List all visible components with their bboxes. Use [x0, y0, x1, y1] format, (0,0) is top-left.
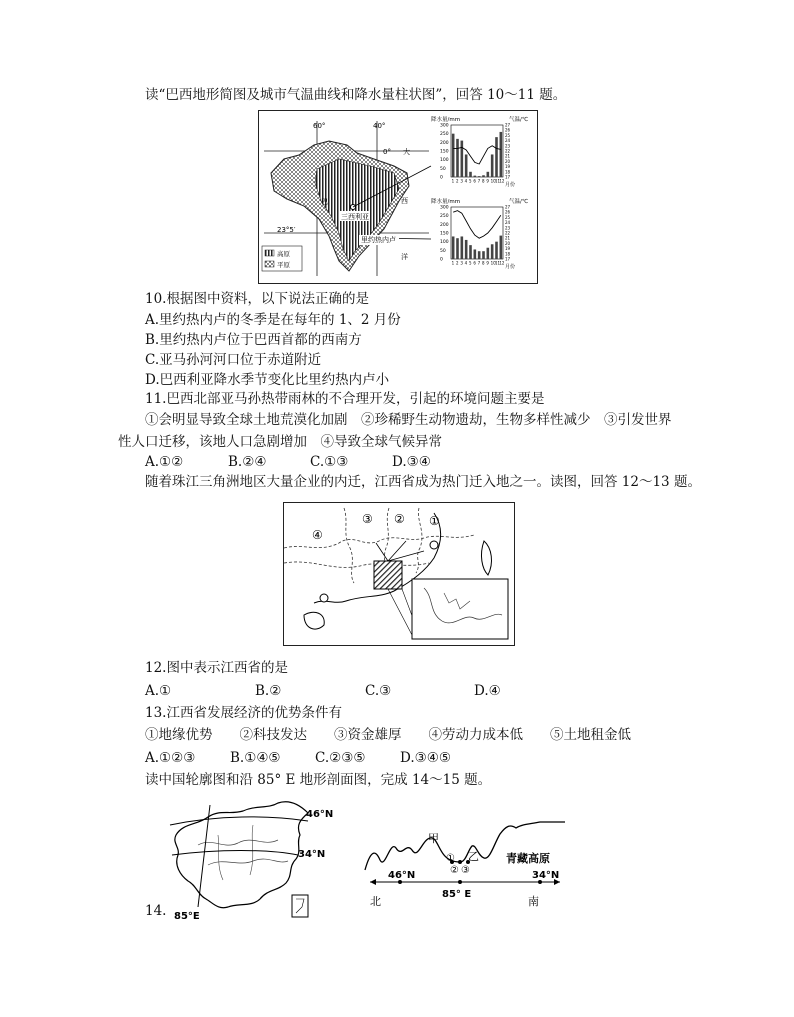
- chart2-bar: [482, 251, 485, 259]
- q12-option-d: D.④: [474, 683, 501, 699]
- legend-high: 高原: [277, 250, 290, 258]
- china-lat-46: 46°N: [306, 809, 334, 820]
- chart2-ytick: 150: [440, 231, 449, 237]
- q13-option-d: D.③④⑤: [400, 750, 451, 766]
- chart1-ytick: 300: [440, 123, 449, 129]
- profile-c3: ③: [461, 865, 470, 876]
- chart2-bar: [452, 236, 455, 259]
- chart1-temp-tick: 23: [505, 143, 511, 149]
- profile-lon-85: 85° E: [442, 889, 472, 900]
- q10-option-a: A.里约热内卢的冬季是在每年的 1、2 月份: [145, 312, 401, 328]
- chart1-ytick: 250: [440, 132, 449, 138]
- chart1-axis-right: 气温/℃: [509, 117, 529, 123]
- profile-lat-34: 34°N: [532, 870, 560, 881]
- chart2-month-unit: 月份: [505, 264, 516, 270]
- profile-figure: [360, 800, 575, 912]
- chart1-bar: [474, 176, 477, 177]
- eq-label: 0°: [383, 148, 391, 156]
- chart2-bar: [487, 248, 490, 259]
- chart2-temp-tick: 27: [505, 204, 511, 210]
- chart1-month-label: 5: [468, 178, 472, 184]
- chart2-bar: [465, 240, 468, 259]
- chart2-month-label: 11: [494, 260, 501, 266]
- chart1-bar: [456, 139, 459, 177]
- chart2-bar: [469, 245, 472, 259]
- chart1-month-label: 10: [490, 178, 496, 184]
- chart2-temp-tick: 17: [505, 256, 511, 262]
- q14-number: 14.: [145, 903, 167, 919]
- ocean-1: 大: [403, 148, 410, 156]
- city-rio: 里约热内卢: [361, 236, 396, 244]
- chart1-bar: [491, 154, 494, 177]
- chart1-temp-tick: 19: [505, 164, 511, 170]
- chart1-month-label: 9: [486, 178, 489, 184]
- chart1-month-label: 3: [460, 178, 463, 184]
- chart2-month-label: 9: [486, 260, 489, 266]
- chart1-temp-tick: 21: [505, 153, 511, 159]
- jiangxi-figure: [283, 502, 515, 646]
- q11-option-a: A.①②: [145, 454, 184, 470]
- intro-text-2: 随着珠江三角洲地区大量企业的内迁，江西省成为热门迁入地之一。读图，回答 12～13 题。: [145, 474, 701, 490]
- chart2-temp-tick: 24: [505, 220, 511, 226]
- q11-option-d: D.③④: [392, 454, 431, 470]
- chart1-temp-tick: 20: [505, 158, 511, 164]
- chart2-ytick: 0: [440, 257, 443, 263]
- chart1-ytick: 50: [440, 166, 446, 172]
- marker-2: ②: [394, 512, 405, 526]
- chart2-month-label: 4: [464, 260, 468, 266]
- chart2-month-label: 6: [473, 260, 476, 266]
- intro-text-3: 读中国轮廓图和沿 85° E 地形剖面图，完成 14～15 题。: [145, 772, 492, 788]
- chart2-temp-tick: 19: [505, 246, 511, 252]
- chart1-ytick: 200: [440, 140, 449, 146]
- chart2-temp-line: [453, 211, 501, 239]
- chart2-bar: [456, 238, 459, 259]
- lon-40: 40°: [373, 122, 386, 130]
- q12-option-a: A.①: [145, 683, 172, 699]
- q11-choices-line2: 性人口迁移，该地人口急剧增加 ④导致全球气候异常: [118, 434, 442, 450]
- chart2-month-label: 3: [460, 260, 463, 266]
- marker-3: ③: [362, 512, 373, 526]
- chart1-temp-tick: 25: [505, 132, 511, 138]
- chart1-bar: [461, 141, 464, 177]
- chart2-temp-tick: 23: [505, 225, 511, 231]
- chart1-bar: [482, 175, 485, 177]
- china-outline-figure: [168, 795, 334, 923]
- chart2-ytick: 300: [440, 205, 449, 211]
- profile-jia: 甲: [428, 832, 439, 845]
- profile-c1: ①: [446, 853, 455, 864]
- chart2-ytick: 100: [440, 240, 449, 246]
- ocean-3: 洋: [401, 253, 408, 261]
- chart1-bar: [478, 176, 481, 177]
- chart1-ytick: 0: [440, 175, 443, 181]
- chart1-month-label: 8: [481, 178, 485, 184]
- q13-option-a: A.①②③: [145, 750, 196, 766]
- q11-stem: 11.巴西北部亚马孙热带雨林的不合理开发，引起的环境问题主要是: [145, 391, 545, 407]
- chart1-temp-tick: 24: [505, 138, 511, 144]
- chart2-temp-tick: 21: [505, 235, 511, 241]
- chart1-temp-tick: 27: [505, 122, 511, 128]
- chart2-month-label: 1: [451, 260, 455, 266]
- chart2-bar: [500, 236, 503, 259]
- ocean-2: 西: [401, 197, 408, 205]
- chart1-month-label: 4: [464, 178, 468, 184]
- q12-stem: 12.图中表示江西省的是: [145, 660, 288, 676]
- chart2-month-label: 2: [455, 260, 459, 266]
- q11-option-c: C.①③: [310, 454, 349, 470]
- chart1-axis-left: 降水量/mm: [431, 117, 461, 123]
- chart1-bar: [452, 134, 455, 177]
- chart1-bar: [495, 137, 498, 177]
- chart1-month-label: 12: [499, 178, 505, 184]
- chart2-temp-tick: 18: [505, 251, 511, 257]
- q13-option-b: B.①④⑤: [230, 750, 281, 766]
- chart1-temp-tick: 18: [505, 169, 511, 175]
- chart2-temp-tick: 20: [505, 240, 511, 246]
- q12-option-b: B.②: [255, 683, 282, 699]
- chart1-bar: [469, 172, 472, 177]
- chart1-bar: [487, 172, 490, 177]
- marker-4: ④: [312, 528, 323, 542]
- chart2-bar: [491, 244, 494, 259]
- chart1-month-label: 7: [477, 178, 481, 184]
- q11-option-b: B.②④: [228, 454, 267, 470]
- chart2-axis-right: 气温/℃: [509, 199, 529, 205]
- profile-yi: 乙: [468, 850, 479, 863]
- chart1-temp-tick: 22: [505, 148, 511, 154]
- chart2-bar: [461, 236, 464, 259]
- chart2-temp-tick: 25: [505, 214, 511, 220]
- chart2-axis-left: 降水量/mm: [431, 199, 461, 205]
- chart1-bar: [465, 154, 468, 177]
- profile-c2: ②: [450, 865, 459, 876]
- legend-plain: 平原: [277, 261, 290, 269]
- profile-north: 北: [370, 895, 381, 908]
- chart2-temp-tick: 22: [505, 230, 511, 236]
- q13-stem: 13.江西省发展经济的优势条件有: [145, 705, 342, 721]
- chart1-month-unit: 月份: [505, 182, 516, 188]
- brazil-map-svg: [259, 111, 537, 283]
- q10-option-c: C.亚马孙河河口位于赤道附近: [145, 352, 322, 368]
- q11-choices-line1: ①会明显导致全球土地荒漠化加剧 ②珍稀野生动物遗劫，生物多样性减少 ③引发世界: [145, 412, 672, 428]
- city-ba: 巴: [321, 198, 328, 206]
- chart2-month-label: 12: [499, 260, 505, 266]
- chart2-bar: [495, 242, 498, 259]
- chart1-ytick: 100: [440, 158, 449, 164]
- city-brasilia: 三西利亚: [341, 213, 369, 221]
- chart1-bar: [500, 132, 503, 177]
- intro-text-1: 读“巴西地形简图及城市气温曲线和降水量柱状图”，回答 10～11 题。: [145, 87, 567, 103]
- q10-option-d: D.巴西利亚降水季节变化比里约热内卢小: [145, 372, 390, 388]
- chart2-ytick: 200: [440, 222, 449, 228]
- chart2-bar: [478, 251, 481, 259]
- q13-conditions: ①地缘优势 ②科技发达 ③资金雄厚 ④劳动力成本低 ⑤土地租金低: [145, 727, 631, 743]
- brazil-figure: [258, 110, 538, 284]
- chart2-month-label: 7: [477, 260, 481, 266]
- q12-option-c: C.③: [365, 683, 392, 699]
- chart2-month-label: 8: [481, 260, 485, 266]
- chart1-temp-tick: 26: [505, 127, 511, 133]
- chart1-ytick: 150: [440, 149, 449, 155]
- chart2-temp-tick: 26: [505, 209, 511, 215]
- chart1-month-label: 6: [473, 178, 476, 184]
- china-lat-34: 34°N: [298, 849, 326, 860]
- chart1-month-label: 2: [455, 178, 459, 184]
- chart1-month-label: 1: [451, 178, 455, 184]
- chart2-month-label: 5: [468, 260, 472, 266]
- q10-option-b: B.里约热内卢位于巴西首都的西南方: [145, 332, 362, 348]
- rio-climate-chart: [431, 197, 528, 270]
- chart2-bar: [474, 249, 477, 259]
- marker-1: ①: [429, 514, 440, 528]
- chart1-temp-tick: 17: [505, 174, 511, 180]
- lat-label: 23°5′: [277, 226, 296, 234]
- brasilia-climate-chart: [431, 115, 528, 188]
- profile-south: 南: [528, 895, 539, 908]
- profile-lat-46: 46°N: [388, 870, 416, 881]
- chart1-month-label: 11: [494, 178, 501, 184]
- chart2-ytick: 250: [440, 214, 449, 220]
- china-lon-85: 85°E: [174, 911, 200, 922]
- q13-option-c: C.②③⑤: [315, 750, 366, 766]
- chart1-temp-line: [453, 146, 501, 164]
- chart2-month-label: 10: [490, 260, 496, 266]
- q10-stem: 10.根据图中资料，以下说法正确的是: [145, 291, 369, 307]
- lon-60: 60°: [313, 122, 326, 130]
- chart2-ytick: 50: [440, 248, 446, 254]
- profile-plateau: 青藏高原: [506, 852, 550, 865]
